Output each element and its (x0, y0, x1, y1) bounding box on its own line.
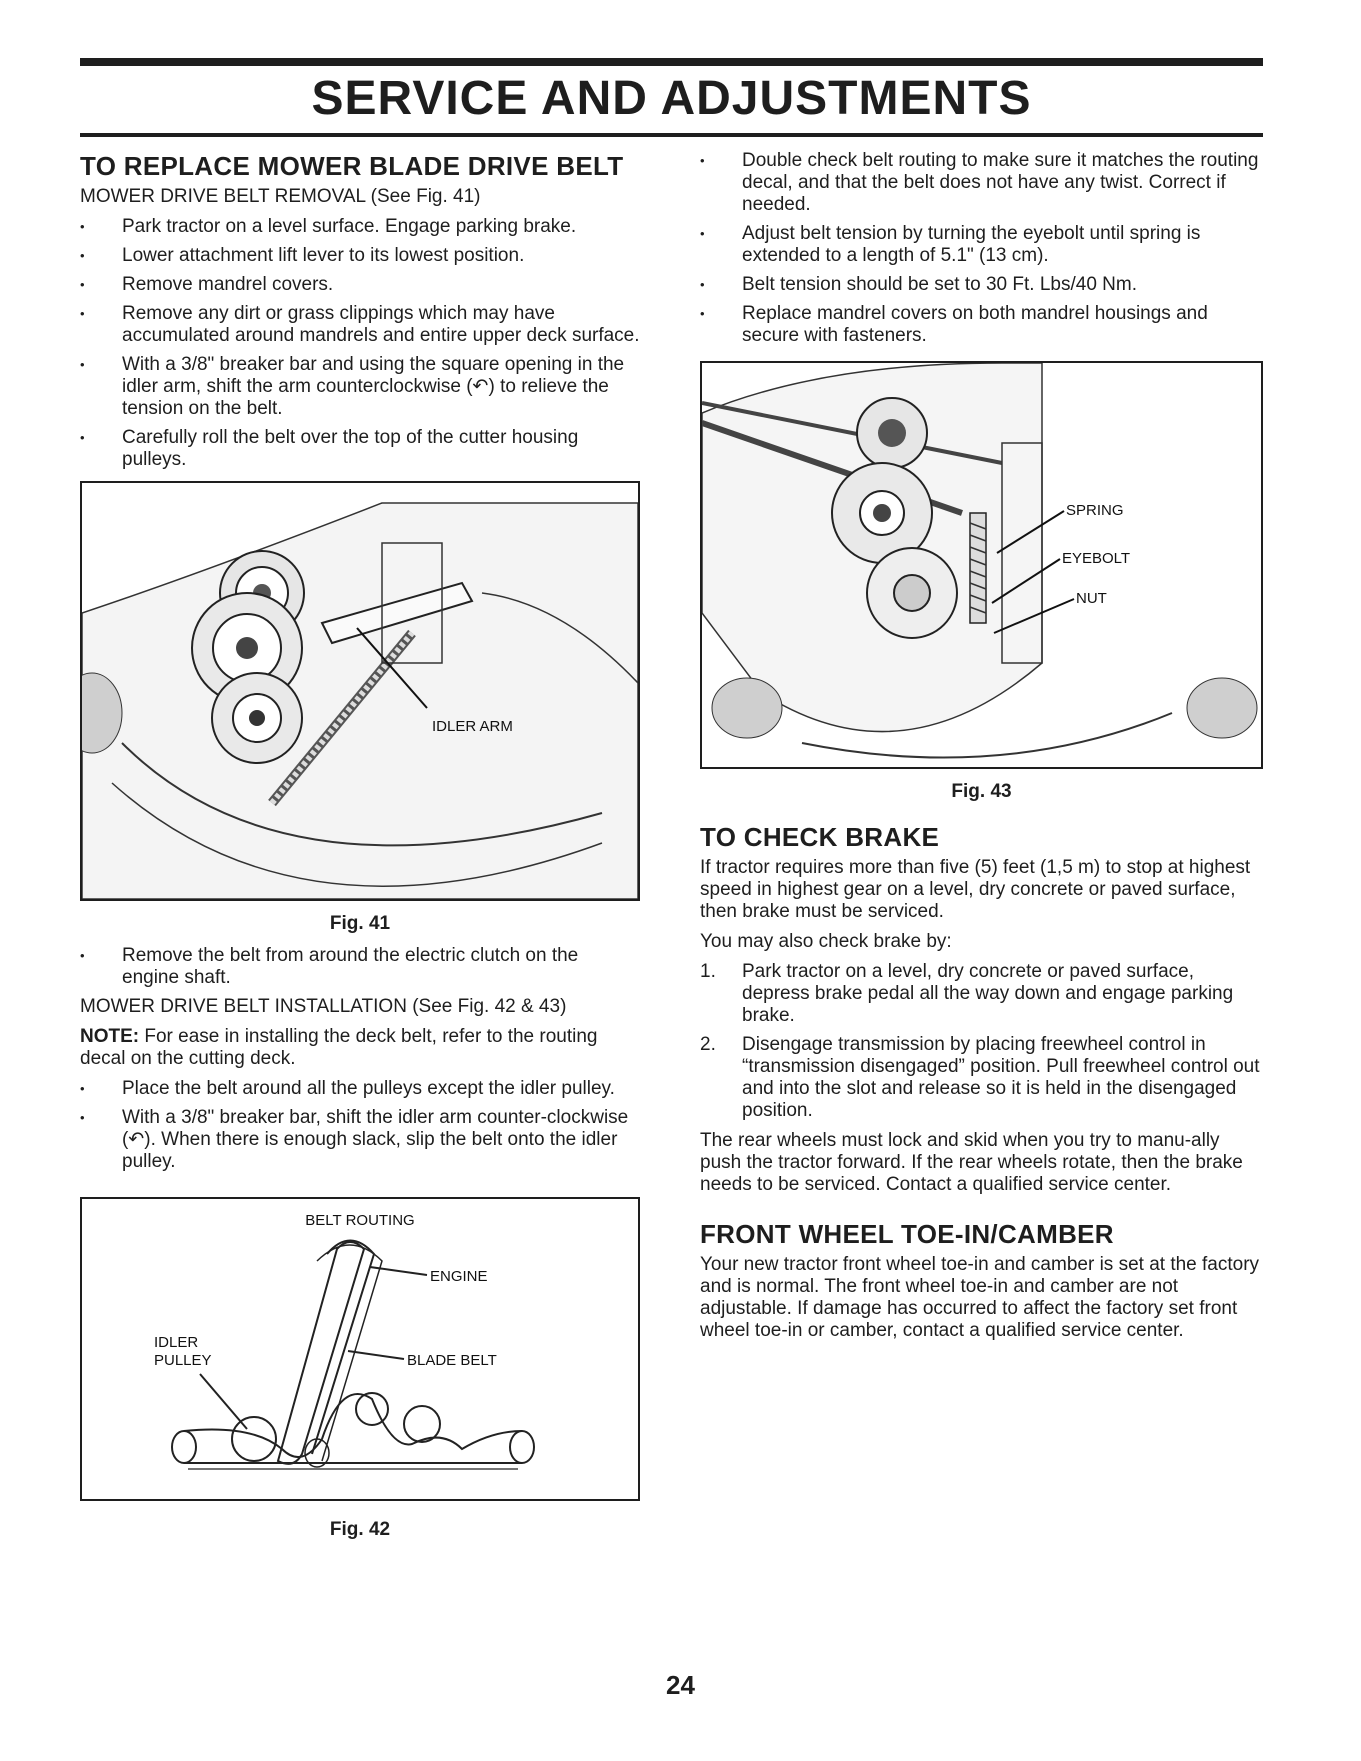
nut-label: NUT (1076, 590, 1107, 607)
brake-paragraph-3: The rear wheels must lock and skid when you try to manu-ally push the tractor forward. If the rear wheels rotate, then the brake needs to be serviced. Contact a qualified service center. (700, 1130, 1243, 1195)
right-column (700, 150, 1263, 1350)
idler-arm-label: IDLER ARM (432, 718, 513, 735)
list-item: • Belt tension should be set to 30 Ft. Lbs/40 Nm. (700, 274, 1263, 296)
idler-arm-illustration (82, 483, 638, 899)
idler-label-line2: PULLEY (154, 1352, 212, 1369)
figure-42 (80, 1197, 640, 1501)
list-item: • Carefully roll the belt over the top of the cutter housing pulleys. (80, 427, 640, 471)
fig41-caption: Fig. 41 (329, 913, 391, 934)
list-item: • Remove mandrel covers. (80, 274, 640, 296)
list-item: • With a 3/8" breaker bar, shift the idler arm counter-clockwise (↶). When there is enough slack, slip the belt onto the idler pulley. (80, 1107, 640, 1173)
list-item: 1. Park tractor on a level, dry concrete or paved surface, depress brake pedal all the way down and engage parking brake. (700, 961, 1234, 1026)
figure-41 (80, 481, 640, 901)
belt-routing-diagram (82, 1199, 638, 1499)
install-note (80, 1026, 640, 1070)
engine-label: ENGINE (430, 1268, 488, 1285)
spring-eyebolt-illustration (702, 363, 1261, 767)
page-number: 24 (666, 1670, 695, 1700)
list-item: • With a 3/8" breaker bar and using the square opening in the idler arm, shift the arm counterclockwise (↶) to relieve the tension on the belt. (80, 354, 640, 420)
spring-label: SPRING (1066, 502, 1124, 519)
list-item: • Double check belt routing to make sure it matches the routing decal, and that the belt does not have any twist. Correct if needed. (700, 150, 1263, 216)
list-item: • Lower attachment lift lever to its lowest position. (80, 245, 640, 267)
list-item: • Remove the belt from around the electric clutch on the engine shaft. (80, 945, 640, 989)
section-heading-replace-belt: TO REPLACE MOWER BLADE DRIVE BELT (80, 151, 624, 181)
install-steps (80, 1078, 640, 1173)
note-label: NOTE: (80, 1026, 140, 1047)
list-item: • Place the belt around all the pulleys except the idler pulley. (80, 1078, 640, 1100)
brake-steps (700, 961, 1263, 1122)
list-item: • Remove any dirt or grass clippings which may have accumulated around mandrels and entire upper deck surface. (80, 303, 640, 347)
install-subheading: MOWER DRIVE BELT INSTALLATION (See Fig. 42 & 43) (80, 996, 567, 1017)
fig43-caption: Fig. 43 (951, 781, 1012, 802)
toe-in-paragraph: Your new tractor front wheel toe-in and camber is set at the factory and is normal. The front wheel toe-in and camber are not adjustable. If damage has occurred to affect the factory set front wheel toe-in or camber, contact a qualified service center. (700, 1254, 1260, 1341)
fig42-caption: Fig. 42 (329, 1519, 391, 1540)
left-column (80, 150, 640, 1551)
belt-routing-title: BELT ROUTING (305, 1212, 415, 1229)
top-rule (80, 58, 1263, 66)
removal-steps (80, 216, 640, 471)
idler-label-line1: IDLER (154, 1334, 199, 1351)
brake-paragraph-2: You may also check brake by: (700, 931, 952, 952)
figure-43 (700, 361, 1263, 769)
belt-check-steps (700, 150, 1263, 347)
section-heading-toe-in-camber: FRONT WHEEL TOE-IN/CAMBER (700, 1219, 1114, 1249)
list-item: • Adjust belt tension by turning the eyebolt until spring is extended to a length of 5.1" (13 cm). (700, 223, 1263, 267)
removal-subheading: MOWER DRIVE BELT REMOVAL (See Fig. 41) (80, 186, 481, 207)
eyebolt-label: EYEBOLT (1062, 550, 1131, 567)
list-item: • Replace mandrel covers on both mandrel housings and secure with fasteners. (700, 303, 1263, 347)
brake-paragraph-1: If tractor requires more than five (5) feet (1,5 m) to stop at highest speed in highest gear on a level, dry concrete or paved surface, then brake must be serviced. (700, 857, 1251, 922)
list-item: • Park tractor on a level surface. Engage parking brake. (80, 216, 640, 238)
note-text: For ease in installing the deck belt, refer to the routing decal on the cutting deck. (80, 1026, 598, 1069)
page-title: SERVICE AND ADJUSTMENTS (311, 72, 1032, 125)
title-rule (80, 133, 1263, 137)
blade-belt-label: BLADE BELT (407, 1352, 497, 1369)
list-item: 2. Disengage transmission by placing freewheel control in “transmission disengaged” position. Pull freewheel control out and into the slot and release so it is held in the disengaged position. (700, 1034, 1260, 1121)
section-heading-check-brake: TO CHECK BRAKE (700, 822, 940, 852)
after-fig-steps (80, 945, 640, 989)
